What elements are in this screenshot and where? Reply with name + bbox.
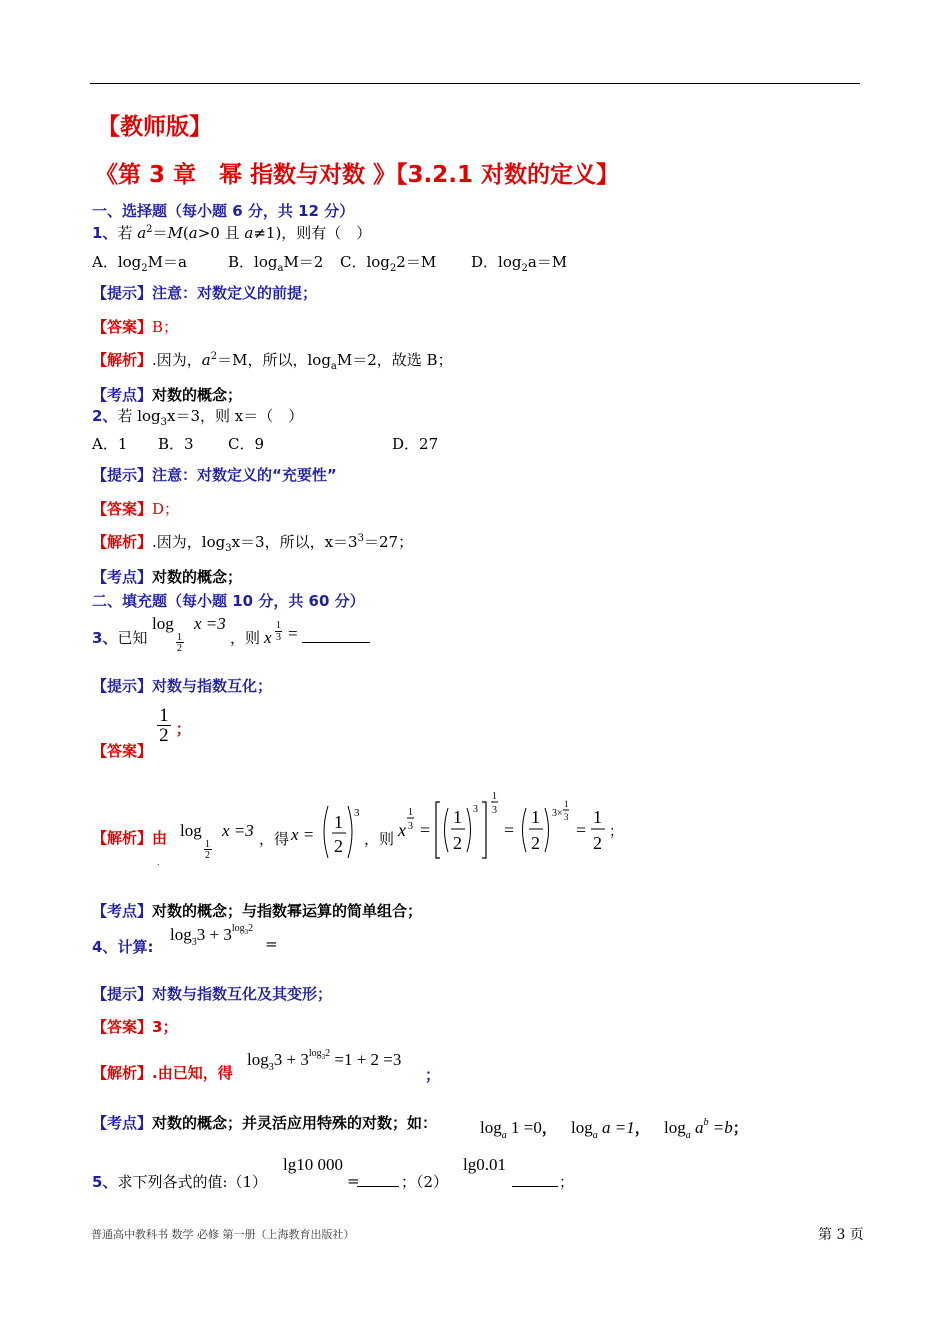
svg-text:1: 1 xyxy=(564,799,569,809)
section2-heading: 二、填充题（每小题 10 分，共 60 分） xyxy=(92,592,365,610)
svg-text:3: 3 xyxy=(473,804,478,815)
frac-num: 1 xyxy=(334,812,343,832)
svg-text:3: 3 xyxy=(408,821,413,832)
q3-point: 【考点】对数的概念；与指数幂运算的简单组合； xyxy=(92,902,423,920)
q5-sep: ；（2） xyxy=(401,1173,449,1191)
q2-option-b: B．3 xyxy=(158,435,194,453)
svg-text:；: ； xyxy=(609,825,623,840)
q3-answer-blank[interactable] xyxy=(302,627,370,643)
q2-option-d: D．27 xyxy=(392,435,439,453)
q1-option-d: D．$\log_2a=M$ xyxy=(471,253,568,274)
analysis-dot: . xyxy=(157,858,160,867)
q4-formula-3: $\log_a a^b =b$； xyxy=(664,1117,748,1141)
q5-expr-1: lg10 000 xyxy=(283,1155,343,1174)
q4-hint: 【提示】对数与指数互化及其变形； xyxy=(92,985,333,1003)
q2-point: 【考点】对数的概念； xyxy=(92,568,243,586)
footer-page: 第 3 页 xyxy=(818,1227,864,1243)
q4-answer: 【答案】3； xyxy=(92,1018,178,1036)
q1-option-c: C．$\log_22=M$ xyxy=(340,253,437,274)
svg-text:1: 1 xyxy=(492,791,497,802)
q4-analysis-label: 【解析】.由已知，得 xyxy=(92,1064,233,1082)
q4-equals: = xyxy=(265,935,278,953)
q1-hint: 【提示】注意：对数定义的前提； xyxy=(92,284,318,302)
q4-number: 4、计算: xyxy=(92,938,154,956)
question-2: 2、若 $\log_3x=3$，则 x＝（ ） xyxy=(92,407,304,428)
frac-den: 2 xyxy=(334,836,343,856)
svg-text:1: 1 xyxy=(593,807,602,827)
footer-book: 普通高中教科书 数学 必修 第一册（上海教育出版社） xyxy=(91,1228,355,1241)
q1-number: 1、 xyxy=(92,224,118,242)
section1-heading: 一、选择题（每小题 6 分，共 12 分） xyxy=(92,202,355,220)
q4-formula-2: $\log_a a =1$， xyxy=(571,1118,650,1141)
question-5: 5、求下列各式的值:（1） xyxy=(92,1173,268,1191)
q3-analysis-get: ，得 xyxy=(259,830,290,848)
q3-x-power: x 1 3 = xyxy=(264,620,298,647)
page-title: 《第 3 章 幂 指数与对数 》【3.2.1 对数的定义】 xyxy=(95,162,620,188)
svg-text:1: 1 xyxy=(531,807,540,827)
q3-number: 3、已知 xyxy=(92,629,148,647)
q4-analysis-expression: $\log_33 + 3^{log32} =1 + 2 =3$ xyxy=(247,1048,402,1073)
svg-text:x: x xyxy=(398,820,406,840)
q2-option-a: A．1 xyxy=(92,435,128,453)
q1-answer: 【答案】B； xyxy=(92,318,179,336)
q5-eq-1: = xyxy=(347,1172,360,1190)
q2-option-c: C．9 xyxy=(228,435,265,453)
q2-hint: 【提示】注意：对数定义的“充要性” xyxy=(92,466,337,484)
q4-point: 【考点】对数的概念；并灵活应用特殊的对数；如： xyxy=(92,1114,438,1132)
svg-text:=: = xyxy=(420,820,431,840)
svg-text:2: 2 xyxy=(593,833,602,853)
q3-then: ，则 xyxy=(230,629,261,647)
svg-text:3×: 3× xyxy=(552,808,563,819)
q5-expr-2: lg0.01 xyxy=(463,1155,506,1174)
q2-answer: 【答案】D； xyxy=(92,500,180,518)
q1-analysis: 【解析】.因为，$a^2=M$，所以，$\log_aM=2$，故选 B； xyxy=(92,351,453,372)
q3-analysis-x: x = xyxy=(291,825,315,844)
q2-analysis: 【解析】.因为，$\log_3x=3$，所以，$x=3^3=27$； xyxy=(92,533,414,554)
svg-text:=: = xyxy=(504,820,515,840)
svg-text:=: = xyxy=(576,820,587,840)
svg-text:3: 3 xyxy=(492,805,497,816)
question-1: 1、若 $a^2=M(a>0$ 且 a≠1)，则有（ ） xyxy=(92,224,372,242)
svg-text:2: 2 xyxy=(453,833,462,853)
q3-hint: 【提示】对数与指数互化； xyxy=(92,677,273,695)
paren-right xyxy=(348,806,352,858)
q1-option-b: B．$\log_aM=2$ xyxy=(228,253,324,274)
paren-left xyxy=(324,806,328,858)
q3-analysis-log: log 1 2 x =3 xyxy=(180,821,254,861)
exp-3: 3 xyxy=(354,807,360,819)
q3-log-expression: log 1 2 x =3 xyxy=(152,614,226,654)
q3-analysis-label: 【解析】由 xyxy=(92,829,168,847)
svg-text:2: 2 xyxy=(531,833,540,853)
svg-text:3: 3 xyxy=(564,812,569,822)
header-rule xyxy=(90,83,860,84)
svg-text:1: 1 xyxy=(408,807,413,818)
q5-blank-2[interactable] xyxy=(512,1171,558,1187)
q4-expression: $\log_33 + 3^{log32}$ xyxy=(170,923,254,948)
q4-formula-1: $\log_a 1 =0$， xyxy=(480,1118,557,1141)
svg-text:1: 1 xyxy=(453,807,462,827)
q5-end: ； xyxy=(559,1173,575,1191)
q3-analysis-chain xyxy=(396,790,626,864)
q5-blank-1[interactable] xyxy=(357,1171,399,1187)
edition-label: 【教师版】 xyxy=(97,114,212,140)
q4-analysis-end: ； xyxy=(425,1066,441,1084)
q3-analysis-then: ，则 xyxy=(364,830,395,848)
q1-option-a: A．$\log_2M=a$ xyxy=(92,253,187,274)
q1-point: 【考点】对数的概念； xyxy=(92,386,243,404)
q3-answer: 【答案】 $\frac{1}{2}$ ； xyxy=(92,705,191,760)
